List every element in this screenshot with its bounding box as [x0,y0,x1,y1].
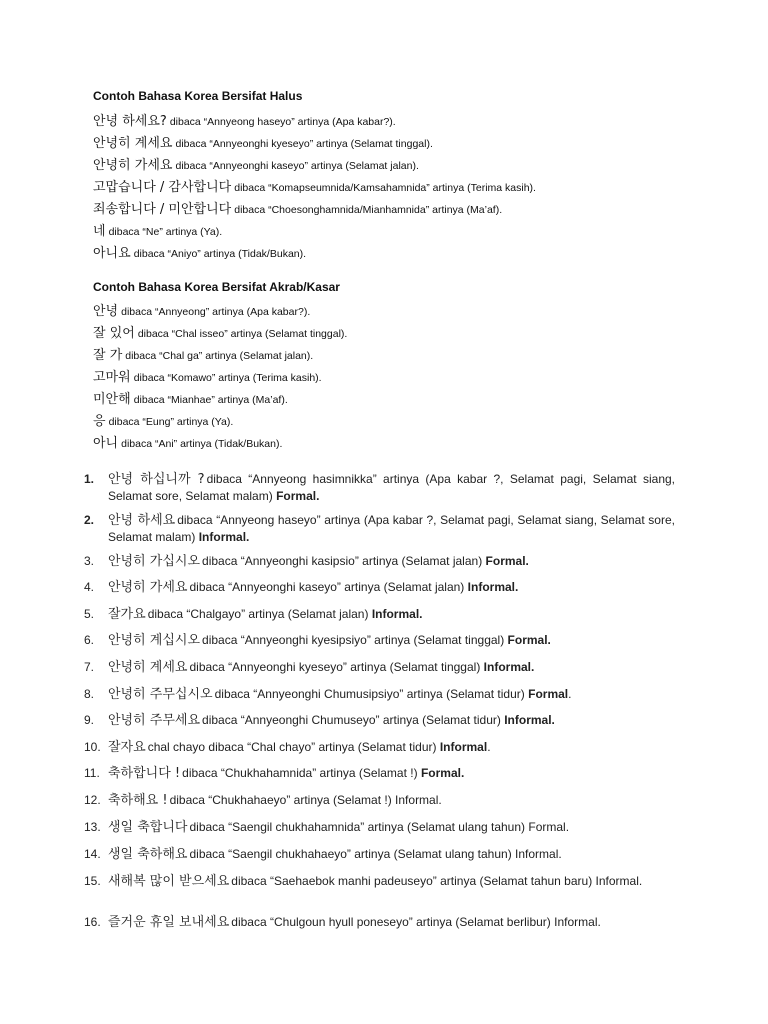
list-text [108,819,675,836]
register-tag: Informal. [395,793,442,807]
korean-text: 잘자요 [108,740,146,755]
list-text [108,712,675,729]
korean-text: 고맙습니다 / 감사합니다 [93,180,232,195]
register-tag: Formal. [485,554,529,568]
row-text: dibaca “Annyeong haseyo” artinya (Apa kabar?). [169,116,396,128]
item-text: dibaca “Saehaebok manhi padeuseyo” artinya (Selamat tahun baru) [231,874,593,888]
list-text [108,873,675,890]
list-number: 9. [84,713,95,727]
list-number: 8. [84,687,95,701]
halus-row-4 [93,176,536,195]
list-number: 12. [84,793,101,807]
register-tag: Formal. [276,489,320,503]
akrab-row-2 [93,322,347,341]
row-text: dibaca “Chal isseo” artinya (Selamat tinggal). [137,328,348,340]
register-tag: Formal. [420,766,465,780]
list-number: 6. [84,633,95,647]
halus-row-6 [93,220,222,239]
row-text: dibaca “Choesonghamnida/Mianhamnida” artinya (Ma’af). [234,204,503,216]
register-tag: Formal. [528,820,570,834]
akrab-row-3 [93,344,313,363]
korean-text: 고마워 [93,370,131,385]
list-text [108,471,675,505]
korean-text: 새해복 많이 받으세요 [108,874,230,889]
korean-text: 안녕 하세요 [108,513,176,528]
akrab-row-5 [93,388,288,407]
register-tag: Informal. [504,713,555,727]
list-number: 16. [84,915,101,929]
row-text: dibaca “Chal ga” artinya (Selamat jalan). [125,350,314,362]
korean-text: 죄송합니다 / 미안합니다 [93,202,232,217]
list-text [108,512,675,546]
row-text: dibaca “Eung” artinya (Ya). [108,416,234,428]
register-tag: Informal [439,740,488,754]
item-text: dibaca “Chalgayo” artinya (Selamat jalan) [147,607,369,621]
row-text: dibaca “Komawo” artinya (Terima kasih). [133,372,322,384]
item-text: dibaca “Chukhahaeyo” artinya (Selamat !) [169,793,392,807]
section-title-akrab: Contoh Bahasa Korea Bersifat Akrab/Kasar [93,280,340,294]
korean-text: 축하해요 ! [108,793,168,808]
korean-text: 안녕히 주무십시오 [108,687,213,702]
akrab-row-6 [93,410,233,429]
list-text [108,632,675,649]
register-tag: Informal. [483,660,535,674]
list-number: 4. [84,580,95,594]
korean-text: 안녕히 주무세요 [108,713,201,728]
item-text: dibaca “Annyeong hasimnikka” artinya (Apa kabar ?, Selamat pagi, Selamat siang, Selamat sore, Selamat malam) [108,472,675,503]
korean-text: 안녕 하십니까 ? [108,472,205,487]
item-text: dibaca “Annyeong haseyo” artinya (Apa kabar ?, Selamat pagi, Selamat siang, Selamat sore, Selamat malam) [108,513,675,544]
akrab-row-1 [93,300,310,319]
item-text: dibaca “Annyeonghi kaseyo” artinya (Selamat jalan) [189,580,465,594]
item-text: chal chayo dibaca “Chal chayo” artinya (Selamat tidur) [147,740,437,754]
list-number: 3. [84,554,95,568]
list-number: 11. [84,766,100,780]
korean-text: 생일 축합니다 [108,820,188,835]
register-tag: Formal [528,687,569,701]
korean-text: 네 [93,224,106,239]
row-text: dibaca “Aniyo” artinya (Tidak/Bukan). [133,248,307,260]
list-text [108,739,675,756]
akrab-row-4 [93,366,322,385]
register-tag: Informal. [371,607,423,621]
korean-text: 안녕히 계세요 [108,660,188,675]
list-number: 7. [84,660,95,674]
register-tag: Informal. [554,915,601,929]
list-text [108,765,675,782]
register-tag: Informal. [515,847,562,861]
row-text: dibaca “Ani” artinya (Tidak/Bukan). [121,438,283,450]
item-text: dibaca “Saengil chukhahamnida” artinya (Selamat ulang tahun) [189,820,526,834]
list-text [108,659,675,676]
list-number: 1. [84,472,95,486]
korean-text: 안녕 하세요? [93,114,167,129]
register-tag: Formal. [507,633,551,647]
list-number: 2. [84,513,95,527]
item-text: dibaca “Annyeonghi kyesipsiyo” artinya (Selamat tinggal) [202,633,505,647]
korean-text: 안녕히 가십시오 [108,554,201,569]
register-tag: Informal. [595,874,643,888]
halus-row-1 [93,110,396,129]
korean-text: 잘 있어 [93,326,135,341]
row-text: dibaca “Annyeong” artinya (Apa kabar?). [121,306,311,318]
tag-tail: . [568,687,572,701]
korean-text: 축하합니다 ! [108,766,181,781]
list-text [108,553,675,570]
korean-text: 아니요 [93,246,131,261]
row-text: dibaca “Annyeonghi kaseyo” artinya (Selamat jalan). [175,160,419,172]
halus-row-3 [93,154,419,173]
korean-text: 안녕히 계십시오 [108,633,201,648]
item-text: dibaca “Annyeonghi Chumusipsiyo” artinya (Selamat tidur) [214,687,525,701]
list-text [108,579,675,596]
list-number: 10. [84,740,101,754]
item-text: dibaca “Annyeonghi kasipsio” artinya (Selamat jalan) [202,554,483,568]
list-text [108,606,675,623]
korean-text: 잘 가 [93,348,123,363]
item-text: dibaca “Chulgoun hyull poneseyo” artinya (Selamat berlibur) [231,915,551,929]
halus-row-2 [93,132,433,151]
korean-text: 생일 축하해요 [108,847,188,862]
list-text [108,914,675,931]
item-text: dibaca “Annyeonghi kyeseyo” artinya (Selamat tinggal) [189,660,481,674]
tag-tail: . [487,740,491,754]
row-text: dibaca “Mianhae” artinya (Ma’af). [133,394,288,406]
korean-text: 안녕히 가세요 [93,158,173,173]
korean-text: 즐거운 휴일 보내세요 [108,915,230,930]
korean-text: 잘가요 [108,607,146,622]
korean-text: 응 [93,414,106,429]
row-text: dibaca “Annyeonghi kyeseyo” artinya (Selamat tinggal). [175,138,433,150]
register-tag: Informal. [198,530,250,544]
korean-text: 아니 [93,436,119,451]
item-text: dibaca “Saengil chukhahaeyo” artinya (Selamat ulang tahun) [189,847,512,861]
item-text: dibaca “Annyeonghi Chumuseyo” artinya (Selamat tidur) [202,713,501,727]
list-text [108,686,675,703]
halus-row-5 [93,198,502,217]
halus-row-7 [93,242,306,261]
korean-text: 안녕히 가세요 [108,580,188,595]
item-text: dibaca “Chukhahamnida” artinya (Selamat !) [182,766,418,780]
list-number: 5. [84,607,95,621]
korean-text: 안녕히 계세요 [93,136,173,151]
list-text [108,846,675,863]
section-title-halus: Contoh Bahasa Korea Bersifat Halus [93,89,303,103]
row-text: dibaca “Komapseumnida/Kamsahamnida” artinya (Terima kasih). [234,182,536,194]
list-text [108,792,675,809]
korean-text: 미안해 [93,392,131,407]
list-number: 14. [84,847,101,861]
list-number: 13. [84,820,101,834]
list-number: 15. [84,874,101,888]
korean-text: 안녕 [93,304,119,319]
akrab-row-7 [93,432,282,451]
row-text: dibaca “Ne” artinya (Ya). [108,226,223,238]
register-tag: Informal. [467,580,519,594]
